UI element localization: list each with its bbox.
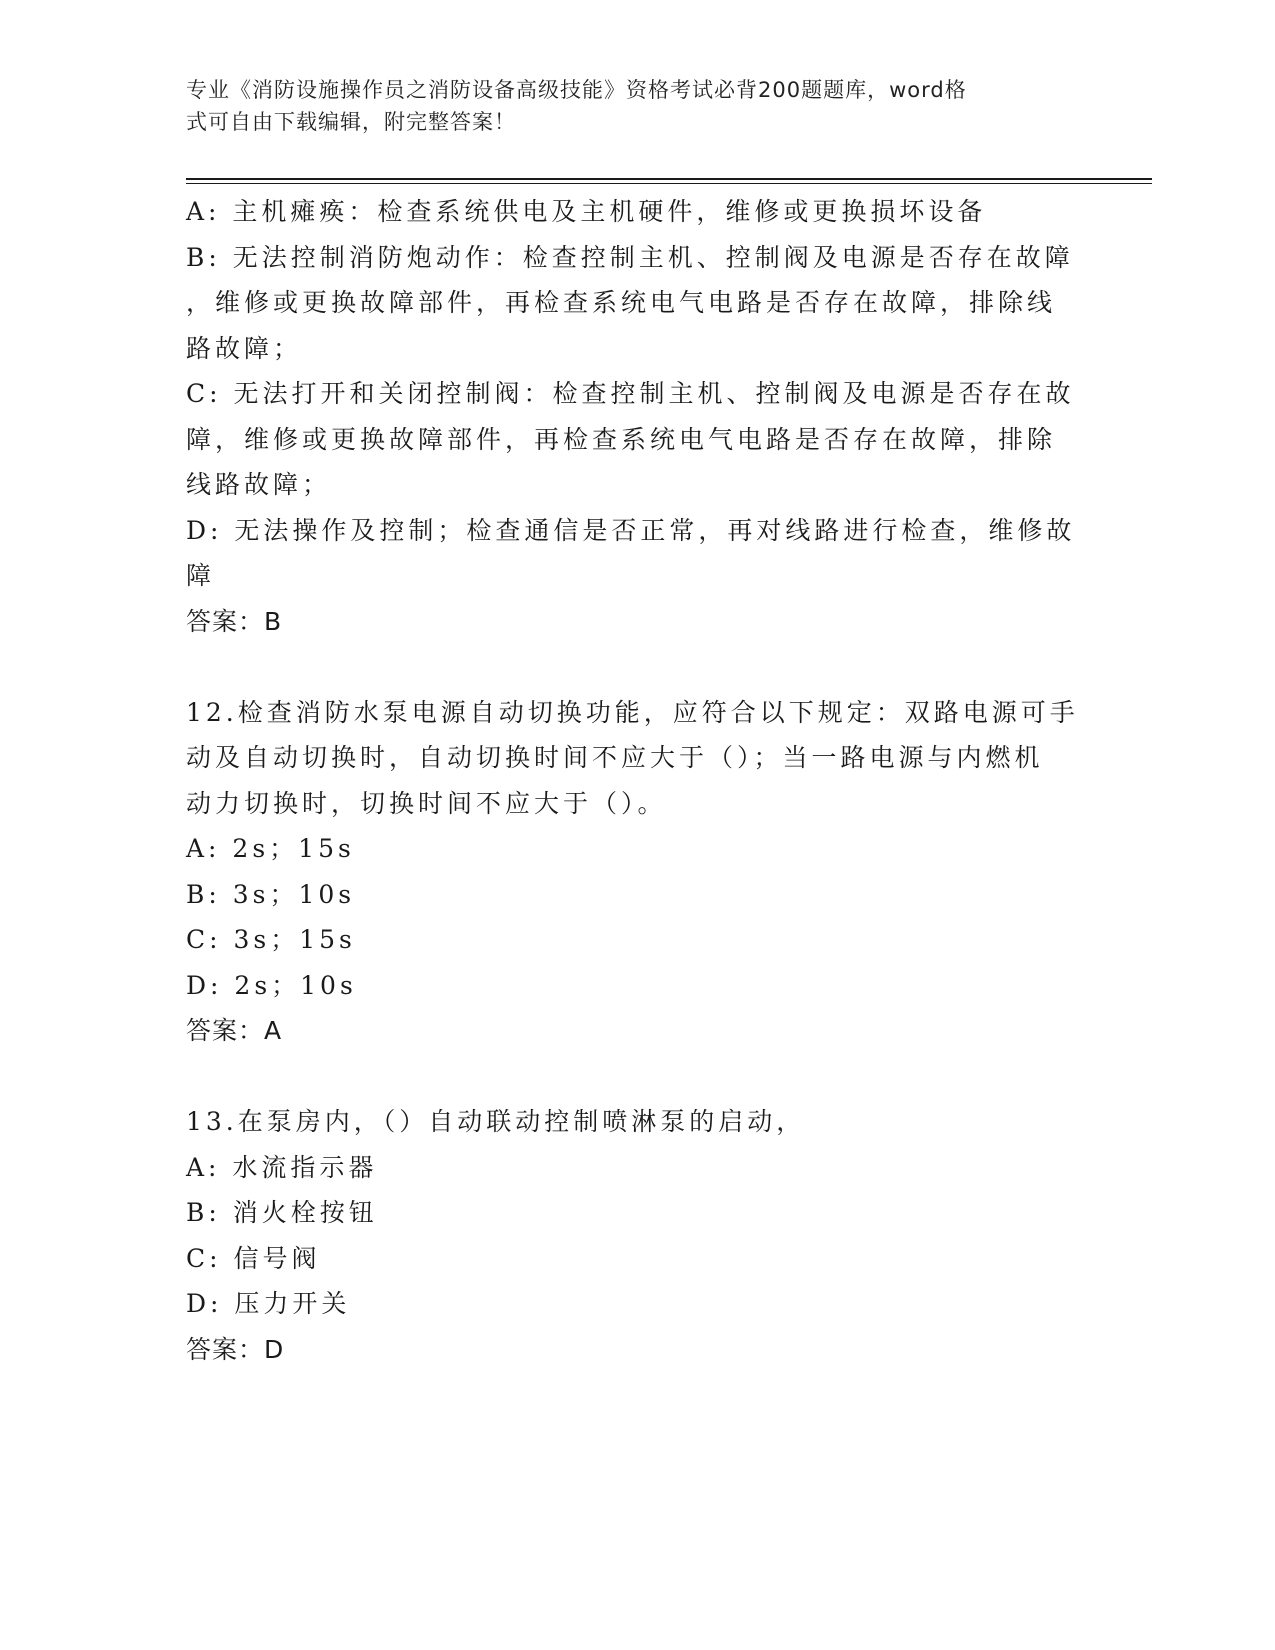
header-line-1: 专业《消防设施操作员之消防设备高级技能》资格考试必背200题题库，word格 [186, 78, 967, 102]
option-c-line-1: C: 无法打开和关闭控制阀：检查控制主机、控制阀及电源是否存在故 [186, 379, 1075, 408]
header-divider-thin [186, 183, 1152, 184]
answer-label: 答案：A [186, 1016, 283, 1045]
question-stem-line-1: 12.检查消防水泵电源自动切换功能，应符合以下规定：双路电源可手 [186, 697, 1079, 727]
answer-label: 答案：D [186, 1334, 285, 1364]
option-b: B: 消火栓按钮 [186, 1198, 378, 1227]
option-d: D: 2s；10s [186, 970, 357, 1000]
question-stem-line-1: 13.在泵房内，（）自动联动控制喷淋泵的启动， [186, 1107, 806, 1136]
option-b-line-1: B: 无法控制消防炮动作：检查控制主机、控制阀及电源是否存在故障 [186, 242, 1074, 272]
option-d-line-1: D: 无法操作及控制；检查通信是否正常，再对线路进行检查，维修故 [186, 515, 1076, 545]
document-body [186, 189, 1086, 1372]
option-c-line-3: 线路故障； [186, 470, 332, 499]
question-12 [186, 690, 1086, 1054]
question-stem-line-2: 动及自动切换时，自动切换时间不应大于（）；当一路电源与内燃机 [186, 743, 1044, 772]
option-c-line-2: 障，维修或更换故障部件，再检查系统电气电路是否存在故障，排除 [186, 424, 1057, 454]
option-d-line-2: 障 [186, 561, 216, 590]
option-b: B: 3s；10s [186, 879, 356, 909]
option-a: A: 2s；15s [186, 834, 355, 863]
option-a: A: 水流指示器 [186, 1152, 378, 1182]
option-a: A: 主机瘫痪：检查系统供电及主机硬件，维修或更换损坏设备 [186, 197, 987, 226]
option-d: D: 压力开关 [186, 1289, 351, 1318]
header-line-2: 式可自由下载编辑，附完整答案！ [186, 110, 516, 134]
answer-label: 答案：B [186, 606, 283, 636]
question-13 [186, 1099, 1086, 1372]
header-divider-thick [186, 178, 1152, 180]
document-header [186, 74, 1066, 138]
option-b-line-3: 路故障； [186, 333, 303, 363]
option-c: C: 信号阀 [186, 1243, 321, 1273]
question-stem-line-3: 动力切换时，切换时间不应大于（）。 [186, 788, 667, 818]
question-11 [186, 189, 1086, 644]
option-c: C: 3s；15s [186, 925, 356, 954]
spacer [186, 644, 1086, 690]
option-b-line-2: ，维修或更换故障部件，再检查系统电气电路是否存在故障，排除线 [186, 288, 1057, 317]
spacer [186, 1054, 1086, 1100]
